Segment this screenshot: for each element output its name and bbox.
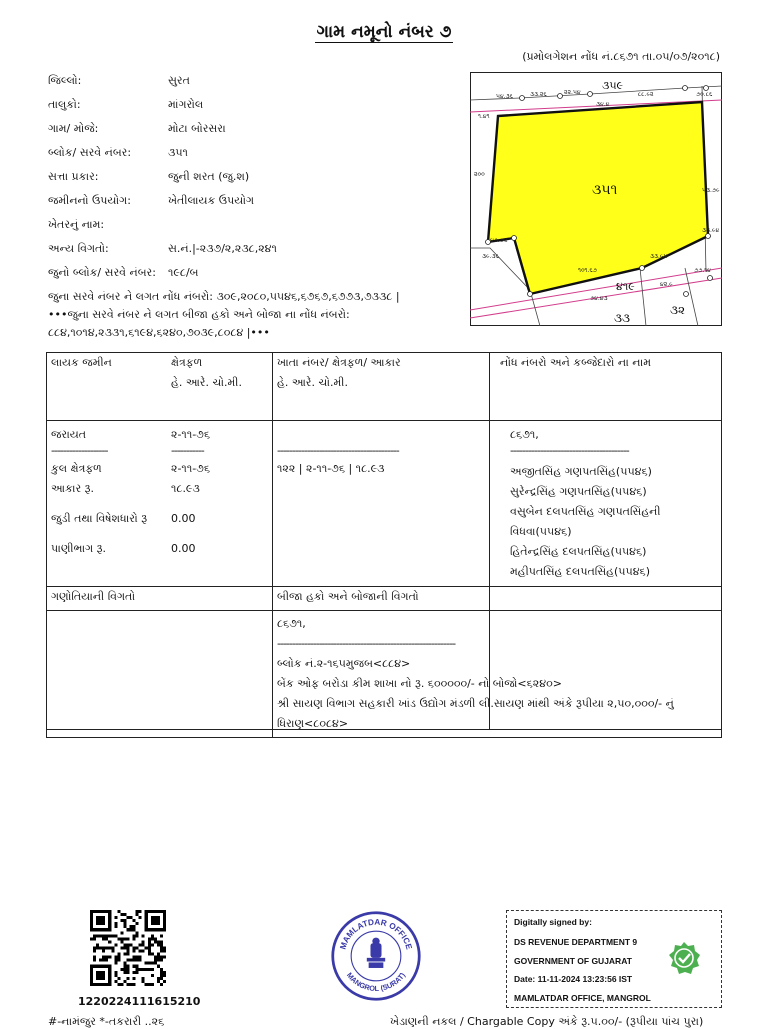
total-area-label: કુલ ક્ષેત્રફળ [51,462,102,475]
map-label-359: ૩૫૯ [602,79,624,92]
map-dimension-label: ૧.૪૧ [478,113,490,120]
map-label-419: ૪૧૯ [616,280,635,293]
info-label: જિલ્લો: [48,74,82,87]
pani-label: પાણીભાગ રૂ. [51,542,106,555]
rights-line: શ્રી સાયણ વિભાગ સહકારી ખાંડ ઉદ્યોગ મંડળી લી.સાયણ માંથી અંકે રૂપીયા ૨,૫૦,૦૦૦/- નું [277,697,674,710]
sig-line-1: Digitally signed by: [514,917,592,927]
old-notes-line-2: •••જુના સરવે નંબર ને લગત બીજા હકો અને બોજા ના નોંધ નંબરો: [48,308,350,321]
map-dimension-label: ૭૦.૮૬ [696,91,713,98]
info-label: ગામ/ મોજે: [48,122,99,135]
map-dimension-label: ૫૪.૩૬ [496,93,513,100]
qr-code [90,910,166,986]
info-value: મોટા બોરસરા [168,122,226,135]
divider: ------------------- [51,444,108,457]
divider: ------------------------------------------------------------ [277,637,456,650]
map-dimension-label: ૩૩.૯૫ [650,253,668,260]
info-label: અન્ય વિગતો: [48,242,109,255]
emblem-icon [367,938,385,968]
qr-number: 1220224111615210 [78,995,201,1008]
header-land: લાયક જમીન [51,356,112,369]
info-label: સત્તા પ્રકાર: [48,170,99,183]
owner-name: વસુબેન દલપતસિંહ ગણપતસિંહની [510,505,661,518]
header-area: ક્ષેત્રફળ [171,356,203,369]
map-dimension-label: ૫૩.૭૯ [702,187,720,194]
info-label: ખેતરનું નામ: [48,218,105,231]
map-dimension-label: ૩૪.૪ [596,101,610,108]
jarayat-value: ૨-૧૧-૭૬ [171,428,210,441]
rights-table [46,586,722,738]
map-dimension-label: ૭૭.૧૪ [694,267,711,274]
info-value: માંગરોલ [168,98,204,111]
map-label-351: ૩૫૧ [592,182,618,198]
divider: ----------------------------------------- [277,444,399,457]
info-value: જુની શરત (જુ.શ) [168,170,250,183]
promulgation-note: (પ્રમોલગેશન નોંધ નં.૮૬૭૧ તા.૦૫/૦૭/૨૦૧૮) [522,50,720,63]
map-dimension-label: ૧૦૧.૬૭ [578,267,597,274]
info-label: તાલુકો: [48,98,81,111]
owners-list [510,462,661,582]
owner-name: અજીતસિંહ ગણપતસિંહ(૫૫૪૬) [510,465,652,478]
map-label-32: ૩૨ [670,303,686,317]
old-notes-line-1: જુના સરવે નંબર ને લગત નોંધ નંબરો: ૩૦૯,૨૦૮૦,૫૫૪૬,૬૭૬૭,૬૭૭૩,૭૩૩૮ | [48,290,400,303]
map-dimension-label: ૨૦૦ [474,171,485,178]
old-notes-line-3: ૮૮૪,૧૦૧૪,૨૩૩૧,૬૧૯૪,૬૨૪૦,૭૦૩૯,૮૦૮૪ |••• [48,326,270,339]
judi-value: 0.00 [171,512,196,525]
rights-line: બ્લોક નં.૨-૧૬૫મુજબ<૮૮૪> [277,657,411,670]
survey-map [470,72,722,326]
owner-name: હિતેન્દ્રસિંહ દલપતસિંહ(૫૫૪૬) [510,545,647,558]
page-title: ગામ નમૂનો નંબર ૭ [316,22,452,42]
map-dimension-label: ૪૭.૭૨ [490,237,508,244]
verified-check-icon [667,941,701,975]
rights-header: બીજા હકો અને બોજાની વિગતો [273,587,722,611]
owner-name: સુરેન્દ્રસિંહ ગણપતસિંહ(૫૫૪૬) [510,485,647,498]
map-dimension-label: ૭૪.૪૩ [590,295,608,302]
akar-label: આકાર રૂ. [51,482,94,495]
info-value: સુરત [168,74,190,87]
divider: ---------------------------------------- [510,444,629,457]
info-label: જમીનનો ઉપયોગ: [48,194,131,207]
judi-label: જુડી તથા વિષેશધારો રૂ [51,512,148,525]
info-value: ૧૯૮/બ [168,266,199,279]
divider: ----------- [171,444,204,457]
map-dimension-label: ૩૯.૩૬ [482,253,499,260]
map-dimension-label: ૪૨.૯ [660,281,673,288]
map-dimension-label: ૨૨.૫૪ [564,89,581,96]
header-area-unit: હે. આરે. ચો.મી. [171,376,242,389]
info-label: જુનો બ્લોક/ સરવે નંબર: [48,266,156,279]
mamlatdar-seal [330,908,422,1004]
info-label: બ્લોક/ સરવે નંબર: [48,146,132,159]
sig-line-3: GOVERNMENT OF GUJARAT [514,956,632,966]
owner-name: મહીપતસિંહ દલપતસિંહ(૫૫૪૬) [510,565,651,578]
pani-value: 0.00 [171,542,196,555]
seal-top-text: MAMLATDAR OFFICE [338,917,414,951]
total-area-value: ૨-૧૧-૭૬ [171,462,210,475]
rights-note-number: ૮૬૭૧, [277,617,306,630]
digital-signature-box [506,910,722,1008]
header-khata: ખાતા નંબર/ ક્ષેત્રફળ/ આકાર [277,356,401,369]
akar-value: ૧૮.૯૩ [171,482,200,495]
rights-line: બેંક ઓફ બરોડા કીમ શાખા નો રૂ. ૬૦૦૦૦૦/- નો બોજો<૬૨૪૦> [277,677,562,690]
tenant-header: ગણોતિયાની વિગતો [47,587,273,611]
map-dimension-label: ૩૩.૯૪ [702,227,720,234]
khata-value: ૧૨૨ | ૨-૧૧-૭૬ | ૧૮.૯૩ [277,462,385,475]
info-value: સ.નં.|-૨૩૭/૨,૨૩૮,૨૪૧ [168,242,277,255]
rights-line: ધિરાણ<૮૦૮૪> [277,717,349,730]
footer-legend: #-નામંજુર *-તકરારી ..૨૬ [48,1015,165,1028]
note-number: ૮૬૭૧, [510,428,539,441]
jarayat-label: જરાયત [51,428,87,441]
map-dimension-label: ૮૮.૯૨ [638,91,654,98]
rights-lines [277,654,717,734]
info-value: ખેતીલાયક ઉપયોગ [168,194,255,207]
info-value: ૩૫૧ [168,146,188,159]
header-owners: નોંધ નંબરો અને કબ્જેદારો ના નામ [500,356,651,369]
owner-name: વિધવા(૫૫૪૬) [510,525,572,538]
map-dimension-label: ૩૩.૨૬ [530,91,547,98]
sig-line-5: MAMLATDAR OFFICE, MANGROL [514,993,651,1003]
map-label-33: ૩૩ [614,311,630,325]
sig-line-2: DS REVENUE DEPARTMENT 9 [514,937,638,947]
header-khata-unit: હે. આરે. ચો.મી. [277,376,348,389]
footer-copy-charge: ખેડાણની નકલ / Chargable Copy અંકે રૂ.૫.૦૦/- (રૂપીયા પાંચ પુરા) [390,1015,704,1028]
seal-bottom-text: MANGROL (SURAT) [344,970,408,994]
sig-line-4: Date: 11-11-2024 13:23:56 IST [514,974,633,984]
